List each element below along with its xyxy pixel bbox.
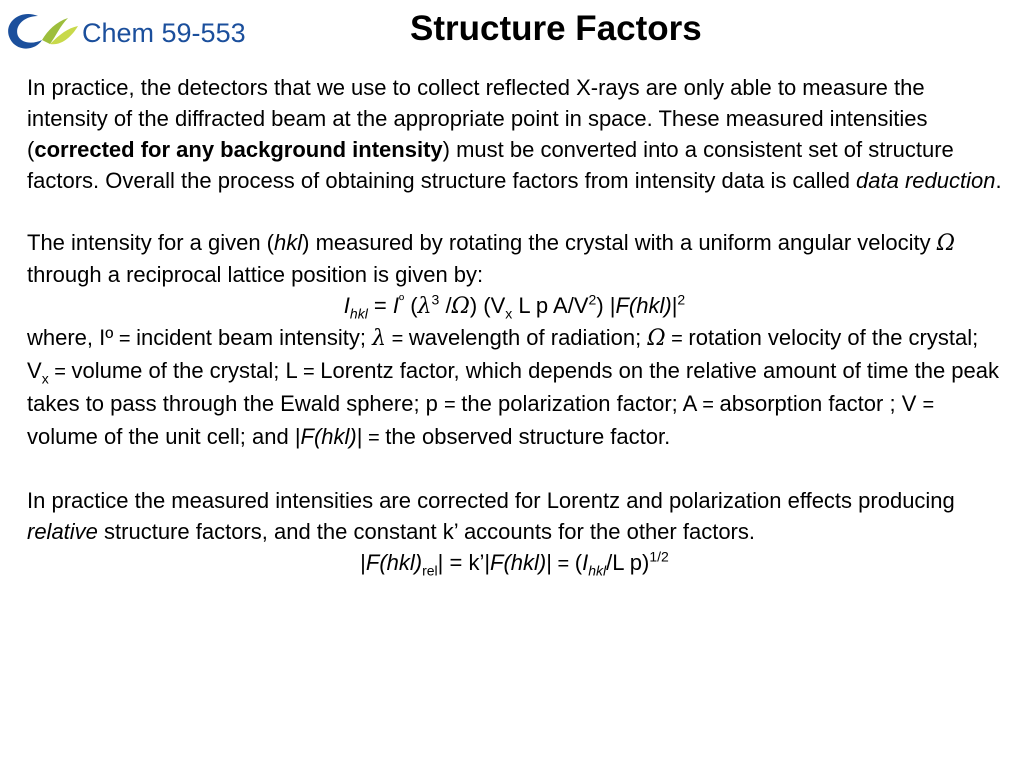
course-label: Chem 59-553	[82, 18, 246, 48]
intensity-equation: $I_{hkl} = I^º$ ($\lambda^3$ /Ω) ($V_x$ L p $A/V^2$) $|F(hkl)|^2$	[343, 291, 686, 322]
omega-symbol: Ω	[936, 231, 956, 256]
paragraph-intensity: The intensity for a given (hkl) measured by rotating the crystal with a uniform angular velocity Ω through a reciprocal lattice position is given by:	[27, 230, 956, 287]
paragraph-intro: In practice, the detectors that we use to collect reflected X-rays are only able to measure the intensity of the diffracted beam at the appropriate point in space. These measured intensities (corrected for any background intensity) must be converted into a consistent set of structure factors. Overall the process of obtaining structure factors from intensity data is called data reduction.	[27, 75, 1002, 193]
paragraph-definitions: where, Iº = incident beam intensity; λ = wavelength of radiation; Ω = rotation velocity of the crystal; $V_x$ = volume of the crystal; L = Lorentz factor, which depends on the relative amount of time the peak takes to pass through the Ewald sphere; p = the polarization factor; A = absorption factor ; V = volume of the unit cell; and |F(hkl)| = the observed structure factor.	[27, 325, 999, 449]
slide-body	[27, 72, 1002, 580]
logo-icon	[4, 10, 80, 52]
slide-header	[0, 0, 1024, 66]
paragraph-relative: In practice the measured intensities are corrected for Lorentz and polarization effects producing relative structure factors, and the constant k’ accounts for the other factors.	[27, 488, 955, 544]
structure-factor-equation: $|F(hkl)_{rel}|$ = k’|F(hkl)| = ($I_{hkl}/L$ p)$^{1/2}$	[360, 548, 669, 579]
slide-title: Structure Factors	[410, 9, 702, 48]
